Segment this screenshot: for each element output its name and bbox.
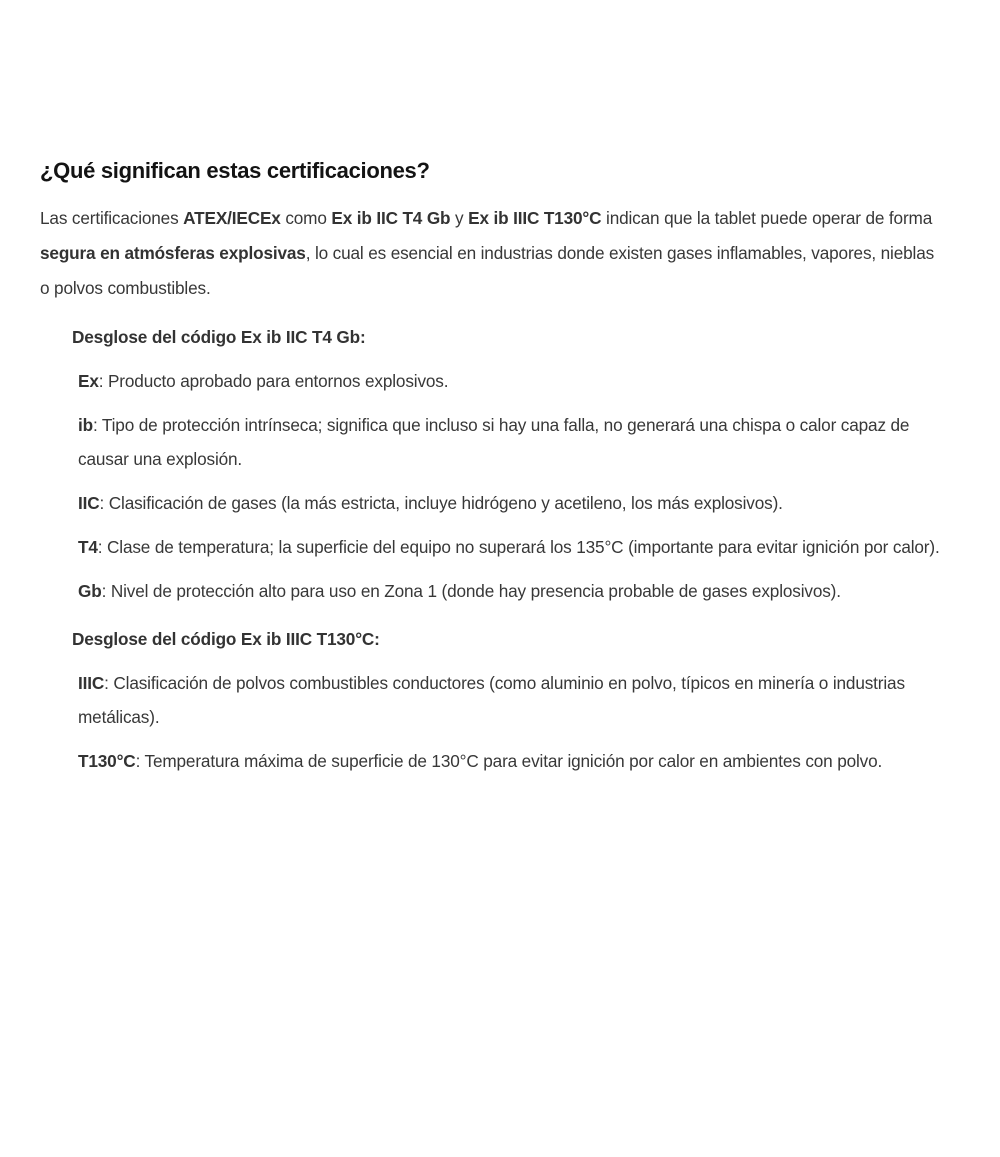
list-item-marker	[40, 530, 78, 564]
list-item-marker	[40, 666, 78, 700]
list-item-text	[78, 530, 940, 564]
list-item	[40, 530, 964, 564]
sections-container	[40, 320, 964, 778]
list-item-marker	[40, 486, 78, 520]
section-heading	[40, 320, 964, 354]
bold-text-segment: Ex ib IIC T4 Gb	[331, 208, 451, 228]
text-segment: como	[280, 208, 332, 228]
list-item-marker	[40, 408, 78, 442]
text-segment: Las certificaciones	[40, 208, 184, 228]
list-item-term: IIIC	[78, 673, 105, 693]
list-item-description: : Temperatura máxima de superficie de 130°C para evitar ignición por calor en ambientes con polvo.	[135, 751, 883, 771]
list-item-description: : Producto aprobado para entornos explosivos.	[98, 371, 449, 391]
list-section	[40, 320, 964, 608]
list-item-term: ib	[78, 415, 93, 435]
list-item-term: Ex	[78, 371, 99, 391]
section-heading	[40, 622, 964, 656]
list-item	[40, 574, 964, 608]
text-segment: , lo cual es esencial en industrias donde existen gases inflamables, vapores, nieblas o polvos combustibles.	[40, 243, 935, 298]
document	[0, 157, 1000, 778]
bold-text-segment: Ex ib IIIC T130°C	[468, 208, 602, 228]
list-item-text	[78, 744, 882, 778]
list-item-description: : Clase de temperatura; la superficie del equipo no superará los 135°C (importante para evitar ignición por calor).	[97, 537, 940, 557]
list-item-term: Gb	[78, 581, 102, 601]
list-item	[40, 408, 964, 476]
section-heading-marker	[40, 622, 72, 656]
list-item-description: : Clasificación de gases (la más estricta, incluye hidrógeno y acetileno, los más explosivos).	[99, 493, 783, 513]
intro-paragraph	[40, 201, 945, 306]
list-item-term: T130°C	[78, 751, 136, 771]
text-segment: indican que la tablet puede operar de forma	[601, 208, 933, 228]
list-item-marker	[40, 364, 78, 398]
list-item-text	[78, 408, 964, 476]
list-item-marker	[40, 744, 78, 778]
section-heading-marker	[40, 320, 72, 354]
list-item-text	[78, 364, 448, 398]
bold-text-segment: ATEX/IECEx	[183, 208, 281, 228]
section-heading-label: Desglose del código Ex ib IIIC T130°C:	[72, 629, 380, 649]
list-section	[40, 622, 964, 778]
list-item-description: : Nivel de protección alto para uso en Zona 1 (donde hay presencia probable de gases explosivos).	[101, 581, 841, 601]
list-item	[40, 486, 964, 520]
list-item-text	[78, 666, 964, 734]
list-item	[40, 364, 964, 398]
list-item-marker	[40, 574, 78, 608]
list-item	[40, 744, 964, 778]
section-heading-label: Desglose del código Ex ib IIC T4 Gb:	[72, 327, 366, 347]
list-item-text	[78, 486, 783, 520]
list-item	[40, 666, 964, 734]
list-item-text	[78, 574, 841, 608]
list-item-term: T4	[78, 537, 98, 557]
list-item-term: IIC	[78, 493, 100, 513]
page-title: ¿Qué significan estas certificaciones?	[40, 158, 430, 183]
list-item-description: : Tipo de protección intrínseca; significa que incluso si hay una falla, no generará una chispa o calor capaz de causar una explosión.	[78, 415, 910, 469]
bold-text-segment: segura en atmósferas explosivas	[40, 243, 306, 263]
list-item-description: : Clasificación de polvos combustibles conductores (como aluminio en polvo, típicos en minería o industrias metálicas).	[78, 673, 905, 727]
text-segment: y	[450, 208, 469, 228]
